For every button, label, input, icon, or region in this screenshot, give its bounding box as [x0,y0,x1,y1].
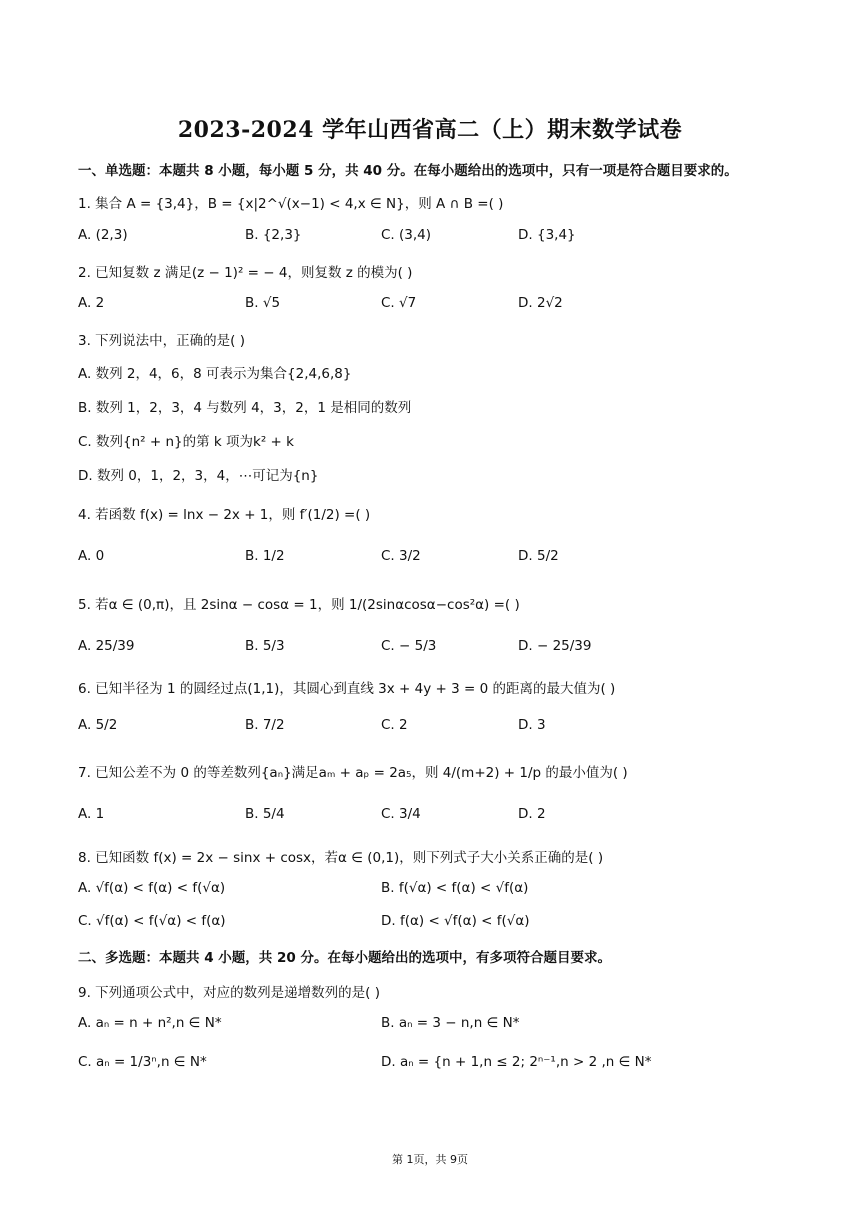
section-heading-multiple-choice: 二、多选题：本题共 4 小题，共 20 分。在每小题给出的选项中，有多项符合题目要求。 [78,950,611,966]
question-6-option-c: C. 2 [381,717,408,733]
question-2-option-d: D. 2√2 [518,295,563,311]
question-8-option-a: A. √f(α) < f(α) < f(√α) [78,880,226,896]
question-9-option-b: B. aₙ = 3 − n,n ∈ N* [381,1015,520,1031]
question-9-stem: 9. 下列通项公式中，对应的数列是递增数列的是( ) [78,985,380,1001]
page-title: 2023-2024 学年山西省高二（上）期末数学试卷 [177,117,683,143]
question-4-option-d: D. 5/2 [518,548,559,564]
question-7-option-c: C. 3/4 [381,806,421,822]
question-1-stem: 1. 集合 A = {3,4}，B = {x|2^√(x−1) < 4,x ∈ N}，则 A ∩ B =( ) [78,196,504,212]
question-9-option-d: D. aₙ = {n + 1,n ≤ 2; 2ⁿ⁻¹,n > 2 ,n ∈ N* [381,1054,652,1070]
question-5-option-d: D. − 25/39 [518,638,592,654]
question-1-option-c: C. (3,4) [381,227,432,243]
question-3-option-d: D. 数列 0，1，2，3，4，⋯可记为{n} [78,468,319,484]
question-2-stem: 2. 已知复数 z 满足(z − 1)² = − 4，则复数 z 的模为( ) [78,265,413,281]
question-8-option-c: C. √f(α) < f(√α) < f(α) [78,913,226,929]
question-4-option-b: B. 1/2 [245,548,285,564]
question-3-option-a: A. 数列 2，4，6，8 可表示为集合{2,4,6,8} [78,366,352,382]
question-6-option-b: B. 7/2 [245,717,285,733]
question-1-option-b: B. {2,3} [245,227,302,243]
question-8-option-d: D. f(α) < √f(α) < f(√α) [381,913,530,929]
question-2-option-c: C. √7 [381,295,417,311]
question-2-option-b: B. √5 [245,295,281,311]
question-5-stem: 5. 若α ∈ (0,π)，且 2sinα − cosα = 1，则 1/(2sinαcosα−cos²α) =( ) [78,597,520,613]
question-6-stem: 6. 已知半径为 1 的圆经过点(1,1)，其圆心到直线 3x + 4y + 3 = 0 的距离的最大值为( ) [78,681,616,697]
question-3-stem: 3. 下列说法中，正确的是( ) [78,333,245,349]
question-7-stem: 7. 已知公差不为 0 的等差数列{aₙ}满足aₘ + aₚ = 2a₅，则 4/(m+2) + 1/p 的最小值为( ) [78,765,628,781]
question-7-option-b: B. 5/4 [245,806,285,822]
question-6-option-a: A. 5/2 [78,717,118,733]
question-5-option-b: B. 5/3 [245,638,285,654]
question-8-stem: 8. 已知函数 f(x) = 2x − sinx + cosx，若α ∈ (0,1)，则下列式子大小关系正确的是( ) [78,850,604,866]
question-1-option-d: D. {3,4} [518,227,576,243]
question-9-option-c: C. aₙ = 1/3ⁿ,n ∈ N* [78,1054,207,1070]
question-3-option-b: B. 数列 1，2，3，4 与数列 4，3，2，1 是相同的数列 [78,400,412,416]
question-7-option-a: A. 1 [78,806,105,822]
question-5-option-c: C. − 5/3 [381,638,437,654]
question-3-option-c: C. 数列{n² + n}的第 k 项为k² + k [78,434,294,450]
question-6-option-d: D. 3 [518,717,546,733]
question-1-option-a: A. (2,3) [78,227,128,243]
question-8-option-b: B. f(√α) < f(α) < √f(α) [381,880,529,896]
question-4-option-a: A. 0 [78,548,105,564]
page-footer: 第 1页，共 9页 [392,1153,468,1166]
question-9-option-a: A. aₙ = n + n²,n ∈ N* [78,1015,222,1031]
section-heading-single-choice: 一、单选题：本题共 8 小题，每小题 5 分，共 40 分。在每小题给出的选项中，只有一项是符合题目要求的。 [78,163,738,179]
question-5-option-a: A. 25/39 [78,638,135,654]
question-2-option-a: A. 2 [78,295,105,311]
question-7-option-d: D. 2 [518,806,546,822]
question-4-stem: 4. 若函数 f(x) = lnx − 2x + 1，则 f′(1/2) =( ) [78,507,371,523]
question-4-option-c: C. 3/2 [381,548,421,564]
